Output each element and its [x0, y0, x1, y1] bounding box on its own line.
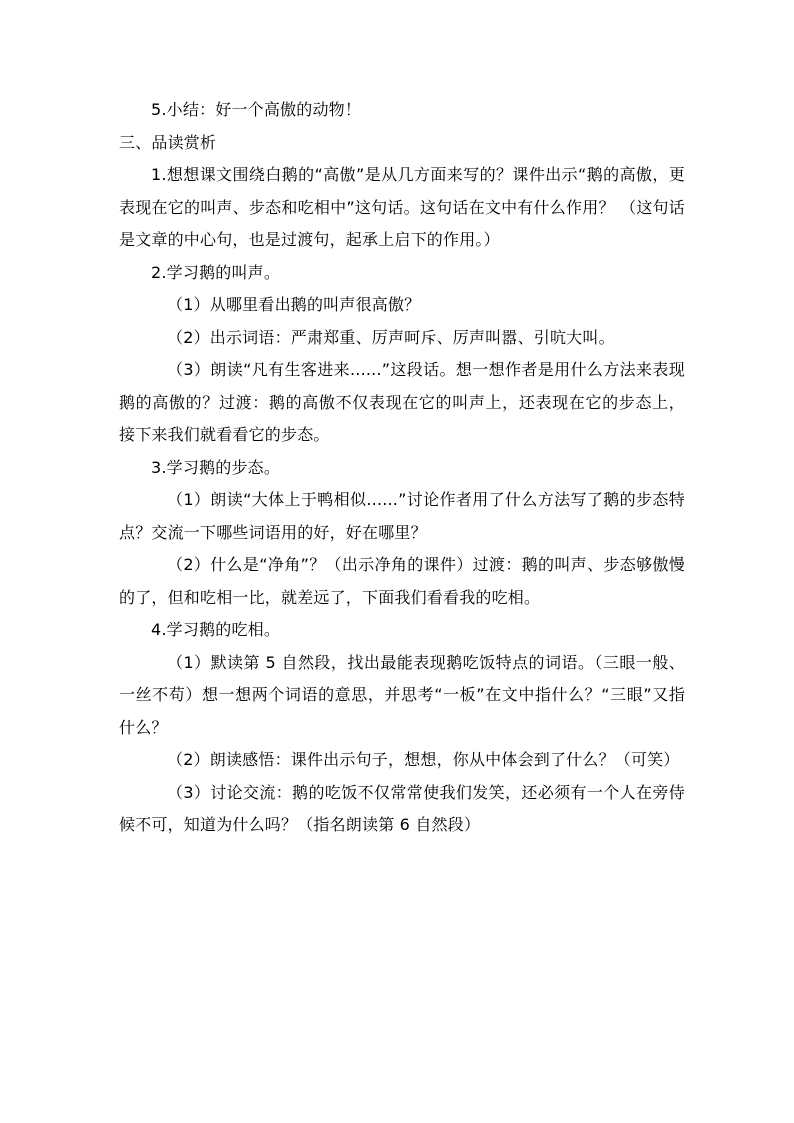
- summary-line: 5.小结：好一个高傲的动物！: [151, 100, 362, 119]
- list-item: （3）讨论交流：鹅的吃饭不仅常常使我们发笑，还必须有一个人在旁侍候不可，知道为什么吗？（指名朗读第 6 自然段）: [119, 782, 685, 834]
- list-item: （2）出示词语：严肃郑重、厉声呵斥、厉声叫嚣、引吭大叫。: [167, 327, 615, 347]
- list-item: （1）从哪里看出鹅的叫声很高傲？: [167, 295, 421, 314]
- document-body: [119, 94, 685, 842]
- subheading-eating: 4.学习鹅的吃相。: [151, 620, 281, 639]
- section-heading: 三、品读赏析: [119, 132, 217, 152]
- subheading-gait: 3.学习鹅的步态。: [151, 457, 281, 477]
- list-item: （2）什么是“净角”？（出示净角的课件）过渡：鹅的叫声、步态够傲慢的了，但和吃相一比，就差远了，下面我们看看我的吃相。: [119, 555, 685, 607]
- list-item: （3）朗读“凡有生客进来......”这段话。想一想作者是用什么方法来表现鹅的高傲的？过渡：鹅的高傲不仅表现在它的叫声上，还表现在它的步态上，接下来我们就看看它的步态。: [119, 360, 685, 444]
- list-item: （1）朗读“大体上于鸭相似......”讨论作者用了什么方法写了鹅的步态特点？交流一下哪些词语用的好，好在哪里？: [119, 490, 685, 542]
- list-item: （1）默读第 5 自然段，找出最能表现鹅吃饭特点的词语。（三眼一般、一丝不苟）想一想两个词语的意思，并思考“一板”在文中指什么？“三眼”又指什么？: [119, 652, 685, 737]
- list-item: （2）朗读感悟：课件出示句子，想想，你从中体会到了什么？（可笑）: [167, 750, 680, 769]
- question-paragraph: 1.想想课文围绕白鹅的“高傲”是从几方面来写的？课件出示“鹅的高傲，更表现在它的叫声、步态和吃相中”这句话。这句话在文中有什么作用？ （这句话是文章的中心句，也是过渡句，起承上启下的作用。）: [119, 165, 685, 249]
- subheading-call: 2.学习鹅的叫声。: [151, 262, 281, 282]
